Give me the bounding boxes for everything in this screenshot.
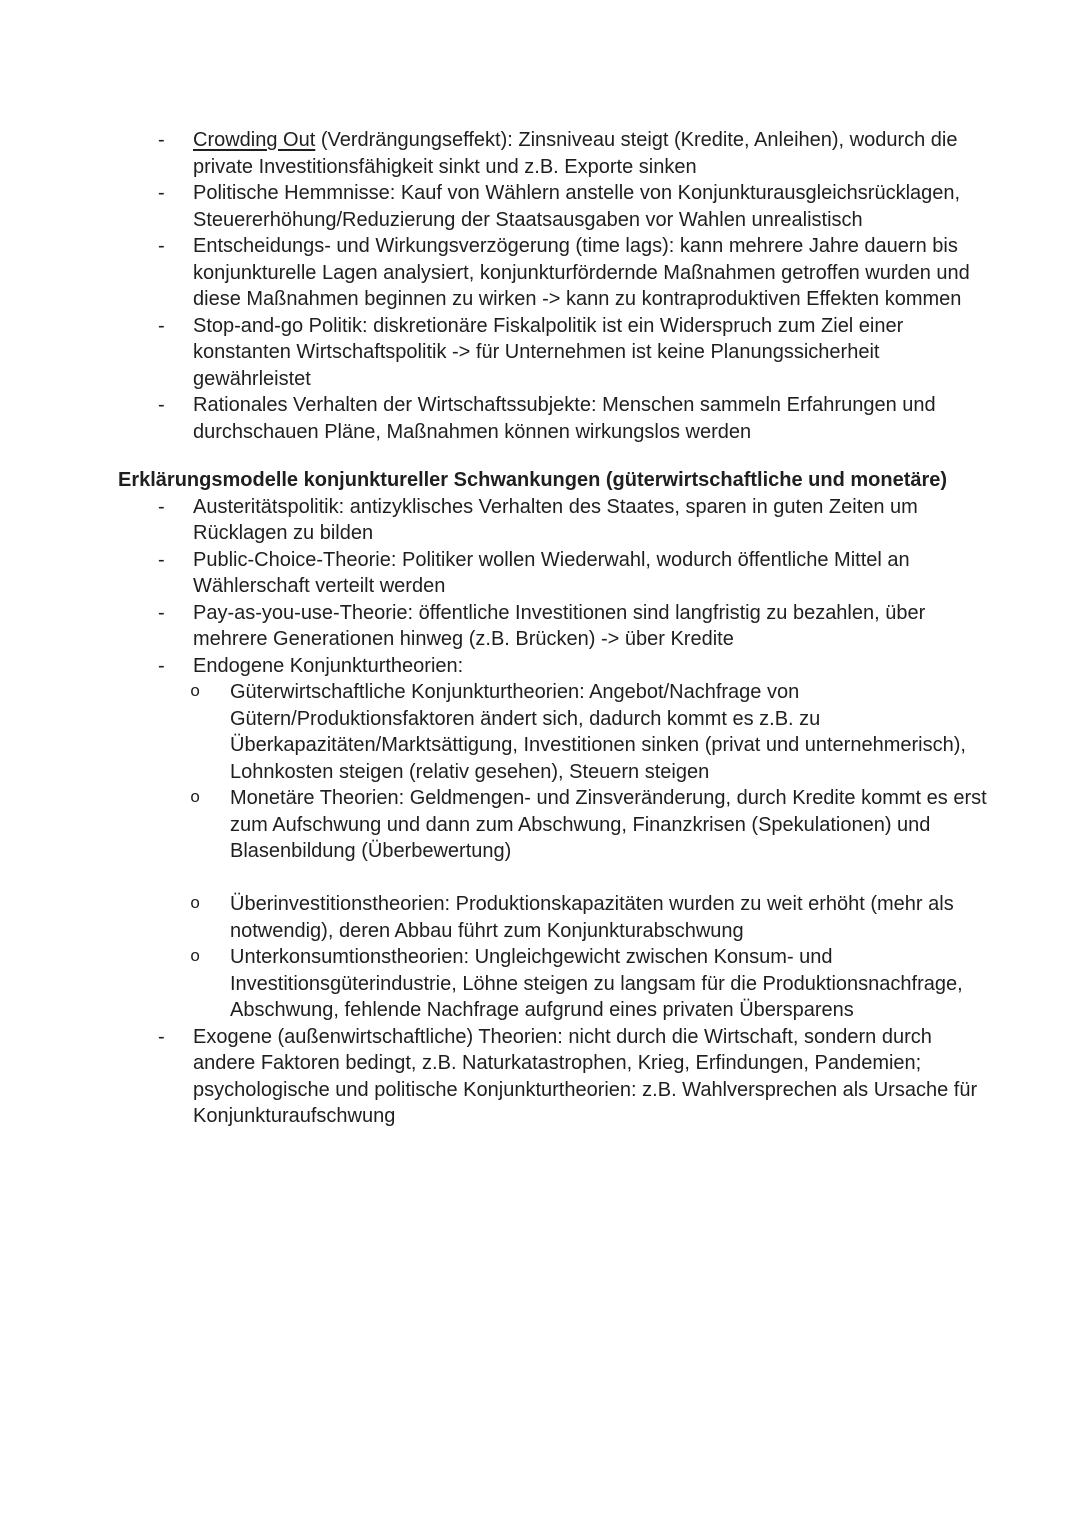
text-line: gewährleistet (193, 367, 311, 390)
text-line (193, 127, 1080, 154)
bullet-item (158, 547, 1080, 600)
dash-bullet-marker: - (158, 1025, 165, 1048)
dash-bullet-marker: - (158, 495, 165, 518)
text-line: Public-Choice-Theorie: Politiker wollen Wiederwahl, wodurch öffentliche Mittel an (193, 548, 910, 571)
section-heading (118, 467, 1080, 494)
text-line: zum Aufschwung und dann zum Abschwung, Finanzkrisen (Spekulationen) und (230, 813, 931, 836)
bullet-item (158, 653, 1080, 680)
dash-bullet-marker: - (158, 129, 165, 151)
text-line: Steuererhöhung/Reduzierung der Staatsausgaben vor Wahlen unrealistisch (193, 208, 863, 231)
dash-bullet-marker: - (158, 548, 165, 571)
text-line: konstanten Wirtschaftspolitik -> für Unternehmen ist keine Planungssicherheit (193, 341, 880, 363)
dash-bullet-marker: - (158, 654, 165, 677)
text-line: Endogene Konjunkturtheorien: (193, 654, 464, 677)
text-line: Stop-and-go Politik: diskretionäre Fiskalpolitik ist ein Widerspruch zum Ziel einer (193, 314, 904, 337)
text-line: Austeritätspolitik: antizyklisches Verhalten des Staates, sparen in guten Zeiten um (193, 495, 918, 518)
text-line: durchschauen Pläne, Maßnahmen können wirkungslos werden (193, 420, 752, 443)
circle-bullet-marker: o (190, 789, 201, 808)
text-line: Überinvestitionstheorien: Produktionskapazitäten wurden zu weit erhöht (mehr als (230, 893, 954, 915)
text-line: Wählerschaft verteilt werden (193, 575, 446, 597)
text-line: diese Maßnahmen beginnen zu wirken -> kann zu kontraproduktiven Effekten kommen (193, 288, 962, 310)
sub-bullet-item (190, 891, 1080, 944)
bullet-item (158, 180, 1080, 233)
text-line: konjunkturelle Lagen analysiert, konjunkturfördernde Maßnahmen getroffen wurden und (193, 261, 970, 284)
vertical-spacer (0, 445, 1080, 467)
text-line: Exogene (außenwirtschaftliche) Theorien: nicht durch die Wirtschaft, sondern durch (193, 1025, 932, 1048)
text-line: Rücklagen zu bilden (193, 522, 374, 544)
text-line: Überkapazitäten/Marktsättigung, Investitionen sinken (privat und unternehmerisch), (230, 734, 966, 756)
text-line: Güterwirtschaftliche Konjunkturtheorien: Angebot/Nachfrage von (230, 681, 800, 703)
underlined-term: Crowding Out (193, 129, 316, 151)
text-line: Politische Hemmnisse: Kauf von Wählern anstelle von Konjunkturausgleichsrücklagen, (193, 182, 961, 204)
text-line: notwendig), deren Abbau führt zum Konjunkturabschwung (230, 919, 744, 942)
text-line: mehrere Generationen hinweg (z.B. Brücken) -> über Kredite (193, 628, 734, 650)
text-line: Unterkonsumtionstheorien: Ungleichgewicht zwischen Konsum- und (230, 946, 833, 968)
circle-bullet-marker: o (190, 948, 201, 967)
text-line: Investitionsgüterindustrie, Löhne steigen zu langsam für die Produktionsnachfrage, (230, 972, 963, 995)
text-line: private Investitionsfähigkeit sinkt und z.B. Exporte sinken (193, 155, 697, 178)
text-line: Abschwung, fehlende Nachfrage aufgrund eines privaten Übersparens (230, 999, 854, 1021)
dash-bullet-marker: - (158, 394, 165, 416)
sub-bullet-item (190, 944, 1080, 1024)
bullet-item (158, 313, 1080, 393)
text-line: psychologische und politische Konjunkturtheorien: z.B. Wahlversprechen als Ursache für (193, 1078, 978, 1101)
text-line: Pay-as-you-use-Theorie: öffentliche Investitionen sind langfristig zu bezahlen, über (193, 601, 926, 624)
text-line: Konjunkturaufschwung (193, 1105, 396, 1127)
bullet-item (158, 1024, 1080, 1130)
text-line: Gütern/Produktionsfaktoren ändert sich, dadurch kommt es z.B. zu (230, 707, 821, 730)
dash-bullet-marker: - (158, 314, 165, 337)
sub-bullet-item (190, 785, 1080, 865)
vertical-spacer (0, 865, 1080, 892)
dash-bullet-marker: - (158, 182, 165, 204)
text-line: Monetäre Theorien: Geldmengen- und Zinsveränderung, durch Kredite kommt es erst (230, 787, 987, 809)
text-line: Blasenbildung (Überbewertung) (230, 840, 512, 862)
text-segment: (Verdrängungseffekt): Zinsniveau steigt (Kredite, Anleihen), wodurch die (315, 129, 958, 151)
circle-bullet-marker: o (190, 683, 201, 702)
circle-bullet-marker: o (190, 895, 201, 914)
text-line: Lohnkosten steigen (relativ gesehen), Steuern steigen (230, 760, 710, 783)
dash-bullet-marker: - (158, 235, 165, 257)
document-body (0, 127, 1080, 1130)
bullet-item (158, 233, 1080, 313)
bullet-item (158, 392, 1080, 445)
bullet-item (158, 600, 1080, 653)
text-line: Entscheidungs- und Wirkungsverzögerung (time lags): kann mehrere Jahre dauern bis (193, 235, 958, 257)
text-line: Rationales Verhalten der Wirtschaftssubjekte: Menschen sammeln Erfahrungen und (193, 394, 936, 416)
bullet-item (158, 494, 1080, 547)
heading-line: Erklärungsmodelle konjunktureller Schwankungen (güterwirtschaftliche und monetäre) (118, 469, 948, 491)
text-line: andere Faktoren bedingt, z.B. Naturkatastrophen, Krieg, Erfindungen, Pandemien; (193, 1052, 922, 1074)
sub-bullet-item (190, 679, 1080, 785)
bullet-item (158, 127, 1080, 180)
dash-bullet-marker: - (158, 601, 165, 624)
